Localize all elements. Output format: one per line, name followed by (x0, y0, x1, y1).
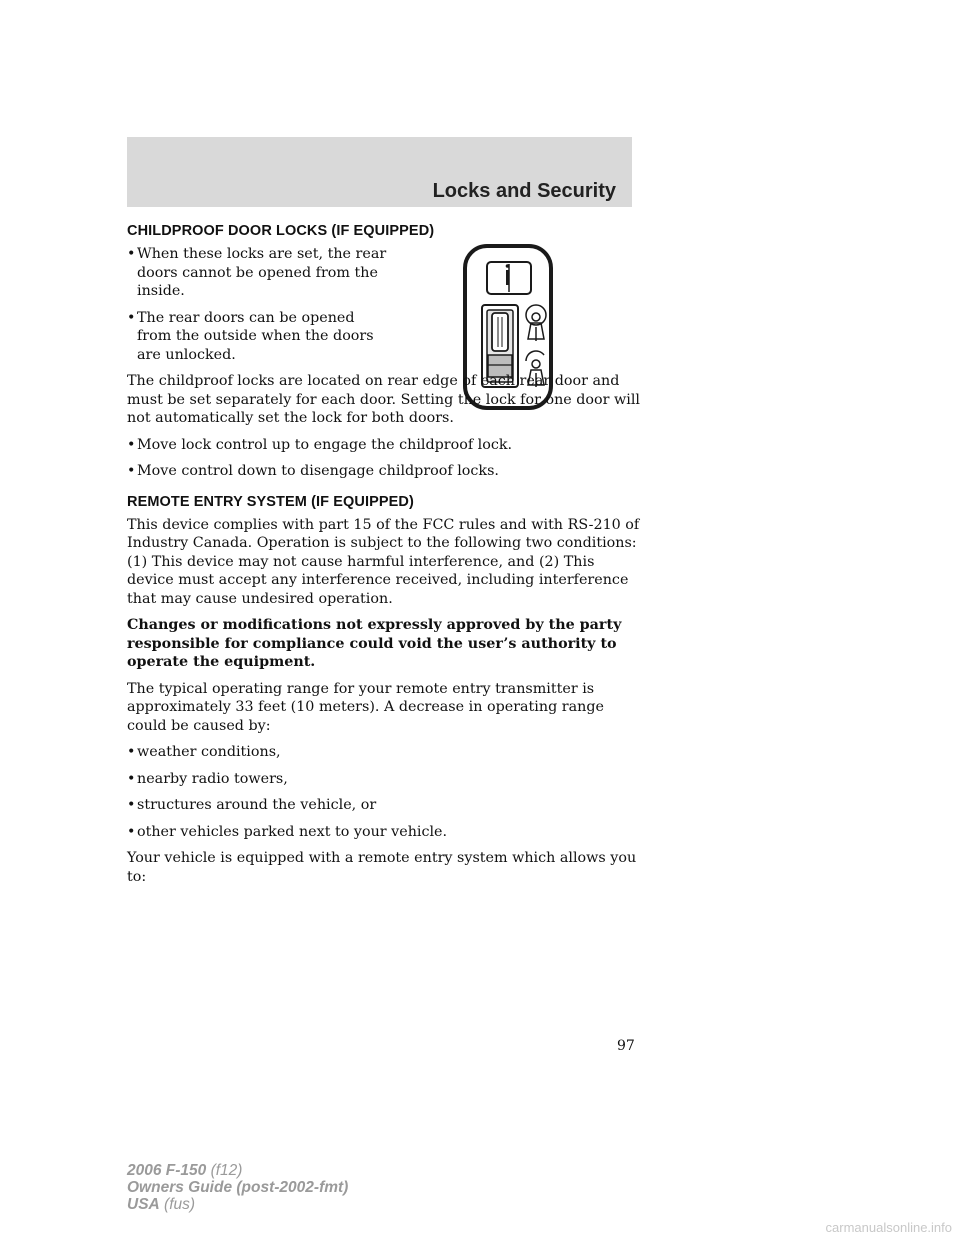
list-item: • Move control down to disengage childproof locks. (127, 463, 499, 479)
section-title: Locks and Security (432, 180, 616, 202)
bullet-icon: • (127, 744, 136, 760)
bullet-icon: • (127, 463, 136, 479)
page-number: 97 (617, 1038, 635, 1054)
page-content (127, 222, 642, 894)
list-item: • weather conditions, (127, 744, 281, 760)
bullet-icon: • (127, 823, 136, 840)
remote-entry-heading: REMOTE ENTRY SYSTEM (IF EQUIPPED) (127, 493, 414, 510)
footer-guide-line: Owners Guide (post-2002-fmt) (127, 1179, 349, 1196)
list-item: • other vehicles parked next to your vehicle. (127, 823, 448, 840)
fcc-compliance-text: This device complies with part 15 of the FCC rules and with RS-210 of Industry Canada. Operation is subject to the following two conditions: (1) This device may not cause harmful interference, and (2) This device must accept any interference received, including interference that may cause undesired operation. (127, 516, 640, 607)
bullet-icon: • (127, 436, 136, 453)
footer-model-line: 2006 F-150 (f12) (127, 1162, 243, 1179)
childproof-heading: CHILDPROOF DOOR LOCKS (IF EQUIPPED) (127, 223, 435, 239)
bullet-icon: • (127, 797, 136, 813)
remote-entry-intro: Your vehicle is equipped with a remote entry system which allows you to: (127, 850, 637, 885)
modification-warning: Changes or modifications not expressly approved by the party responsible for compliance could void the user’s authority to operate the equipment. (127, 617, 622, 670)
childproof-bullets-bottom (127, 436, 642, 481)
childproof-description: The childproof locks are located on rear edge of each rear door and must be set separately for each door. Setting the lock for one door will not automatically set the lock for both doors. (127, 373, 640, 426)
range-factors-list (127, 743, 642, 841)
document-footer (127, 1162, 348, 1213)
header-band (127, 137, 632, 207)
site-watermark: carmanualsonline.info (825, 1220, 952, 1235)
list-item: • Move lock control up to engage the childproof lock. (127, 436, 513, 453)
childproof-bullets-top (127, 245, 387, 364)
list-item: • When these locks are set, the rear doors cannot be opened from the inside. (127, 246, 387, 299)
list-item: • The rear doors can be opened from the outside when the doors are unlocked. (127, 309, 374, 363)
footer-region-line: USA (fus) (127, 1196, 196, 1213)
operating-range-text: The typical operating range for your remote entry transmitter is approximately 33 feet (10 meters). A decrease in operating range could be caused by: (127, 680, 604, 734)
bullet-icon: • (127, 246, 136, 262)
list-item: • structures around the vehicle, or (127, 797, 377, 813)
bullet-icon: • (127, 770, 136, 787)
bullet-icon: • (127, 309, 136, 326)
list-item: • nearby radio towers, (127, 770, 288, 787)
